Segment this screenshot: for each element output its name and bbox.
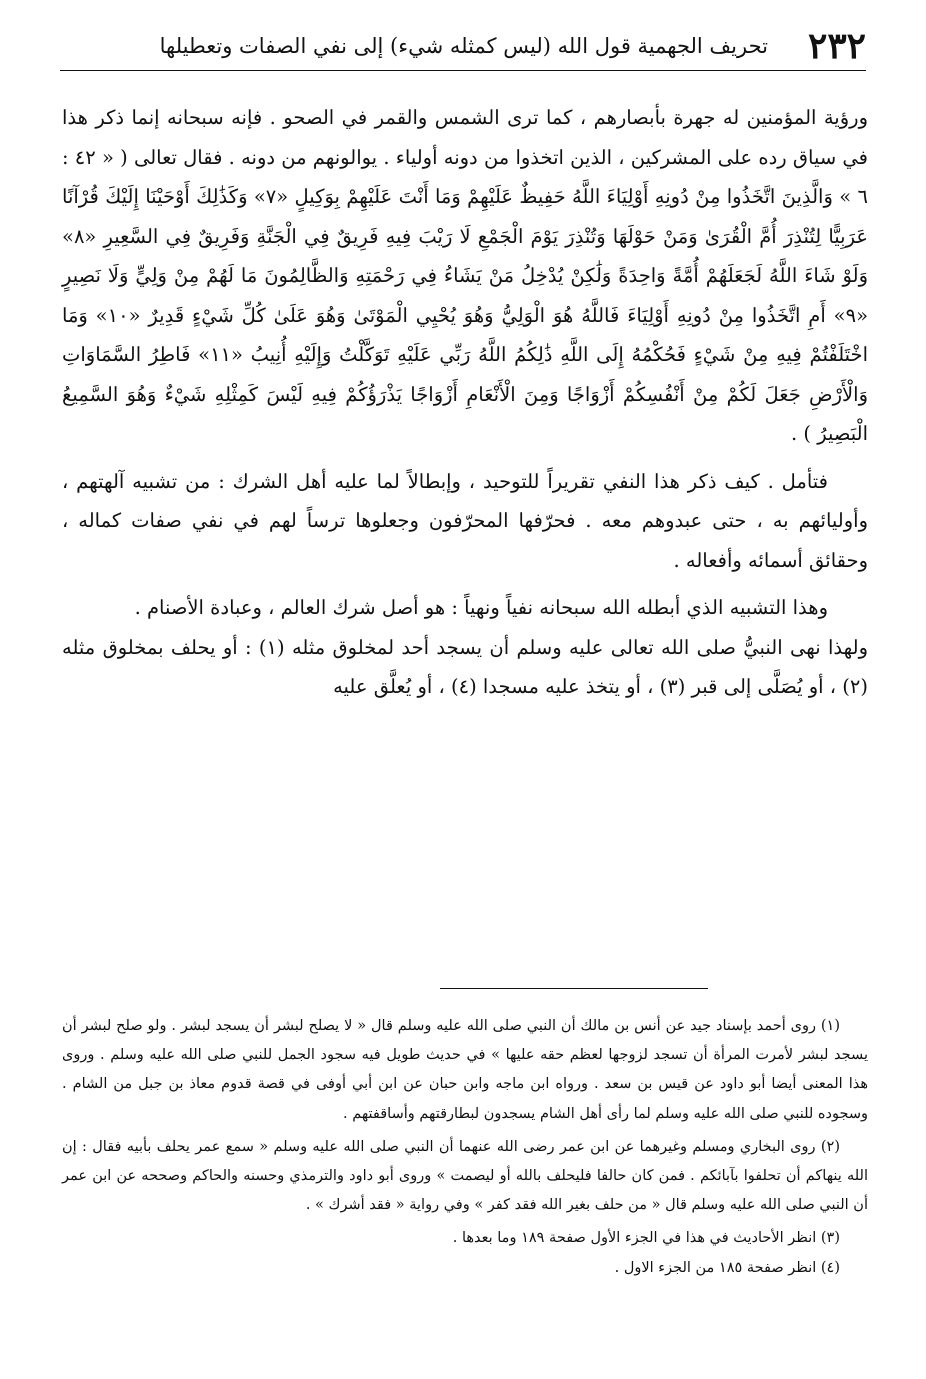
page-number: ٢٣٢ xyxy=(807,25,866,67)
footnote-2: (٢) روى البخاري ومسلم وغيرهما عن ابن عمر رضى الله عنهما أن النبي صلى الله عليه وسلم « سمع عمر يحلف بأبيه فقال : إن الله ينهاكم أن تحلفوا بآبائكم . فمن كان حالفا فليحلف بالله أو ليصمت » وروى أبو داود والترمذي وحسنه والحاكم وصححه عن ابن عمر أن النبي صلى الله عليه وسلم قال « من حلف بغير الله فقد كفر » وفي رواية « فقد أشرك » . xyxy=(62,1138,868,1214)
footnote-4: (٤) انظر صفحة ١٨٥ من الجزء الاول . xyxy=(614,1259,840,1276)
paragraph-verse-context: ورؤية المؤمنين له جهرة بأبصارهم ، كما ترى الشمس والقمر في الصحو . فإنه سبحانه إنما ذكر هذا في سياق رده على المشركين ، الذين اتخذوا من دونه أولياء . يوالونهم من دونه . فقال تعالى ( « ٤٢ : ٦ » وَالَّذِينَ اتَّخَذُوا مِنْ دُونِهِ أَوْلِيَاءَ اللَّهُ حَفِيظٌ عَلَيْهِمْ وَمَا أَنْتَ عَلَيْهِمْ بِوَكِيلٍ «٧» وَكَذَٰلِكَ أَوْحَيْنَا إِلَيْكَ قُرْآنًا عَرَبِيًّا لِتُنْذِرَ أُمَّ الْقُرَىٰ وَمَنْ حَوْلَهَا وَتُنْذِرَ يَوْمَ الْجَمْعِ لَا رَيْبَ فِيهِ فَرِيقٌ فِي الْجَنَّةِ وَفَرِيقٌ فِي السَّعِيرِ «٨» وَلَوْ شَاءَ اللَّهُ لَجَعَلَهُمْ أُمَّةً وَاحِدَةً وَلَٰكِنْ يُدْخِلُ مَنْ يَشَاءُ فِي رَحْمَتِهِ وَالظَّالِمُونَ مَا لَهُمْ مِنْ وَلِيٍّ وَلَا نَصِيرٍ «٩» أَمِ اتَّخَذُوا مِنْ دُونِهِ أَوْلِيَاءَ فَاللَّهُ هُوَ الْوَلِيُّ وَهُوَ يُحْيِي الْمَوْتَىٰ وَهُوَ عَلَىٰ كُلِّ شَيْءٍ قَدِيرٌ «١٠» وَمَا اخْتَلَفْتُمْ فِيهِ مِنْ شَيْءٍ فَحُكْمُهُ إِلَى اللَّهِ ذَٰلِكُمُ اللَّهُ رَبِّي عَلَيْهِ تَوَكَّلْتُ وَإِلَيْهِ أُنِيبُ «١١» فَاطِرُ السَّمَاوَاتِ وَالْأَرْضِ جَعَلَ لَكُمْ مِنْ أَنْفُسِكُمْ أَزْوَاجًا وَمِنَ الْأَنْعَامِ أَزْوَاجًا يَذْرَؤُكُمْ فِيهِ لَيْسَ كَمِثْلِهِ شَيْءٌ وَهُوَ السَّمِيعُ الْبَصِيرُ ) . xyxy=(62,106,868,445)
paragraph-reflection: فتأمل . كيف ذكر هذا النفي تقريراً للتوحيد ، وإبطالاً لما عليه أهل الشرك : من تشبيه آلهتهم ، وأوليائهم به ، حتى عبدوهم معه . فحرّفها المحرّفون وجعلوها ترساً لهم في نفي صفات كماله ، وحقائق أسمائه وأفعاله . xyxy=(62,469,868,572)
footnote-3: (٣) انظر الأحاديث في هذا في الجزء الأول صفحة ١٨٩ وما بعدها . xyxy=(452,1230,840,1247)
paragraph-prohibitions: ولهذا نهى النبيُّ صلى الله تعالى عليه وسلم أن يسجد أحد لمخلوق مثله (١) : أو يحلف بمخلوق مثله (٢) ، أو يُصَلَّى إلى قبر (٣) ، أو يتخذ عليه مسجدا (٤) ، أو يُعلَّق عليه xyxy=(62,635,868,698)
footnote-1: (١) روى أحمد بإسناد جيد عن أنس بن مالك أن النبي صلى الله عليه وسلم قال « لا يصلح لبشر أن يسجد لبشر . ولو صلح لبشر أن يسجد لبشر لأمرت المرأة أن تسجد لزوجها لعظم حقه عليها » في حديث طويل فيه سجود الجمل للنبي صلى الله عليه وسلم . وروى هذا المعنى أيضا أبو داود عن قيس بن سعد . ورواه ابن ماجه وابن حبان عن ابن أبي أوفى في قصة قدوم معاذ بن جبل من الشام . وسجوده للنبي صلى الله عليه وسلم لما رأى أهل الشام يسجدون لبطارقتهم وأساقفتهم . xyxy=(62,1018,868,1122)
paragraph-tashbih: وهذا التشبيه الذي أبطله الله سبحانه نفياً ونهياً : هو أصل شرك العالم ، وعبادة الأصنام . xyxy=(134,596,828,619)
header-rule xyxy=(60,70,866,71)
running-title: تحريف الجهمية قول الله (ليس كمثله شيء) إلى نفي الصفات وتعطيلها xyxy=(159,33,768,58)
page-header xyxy=(60,22,866,70)
footnote-separator xyxy=(440,988,708,989)
main-text xyxy=(62,98,868,707)
footnotes xyxy=(62,1012,868,1283)
